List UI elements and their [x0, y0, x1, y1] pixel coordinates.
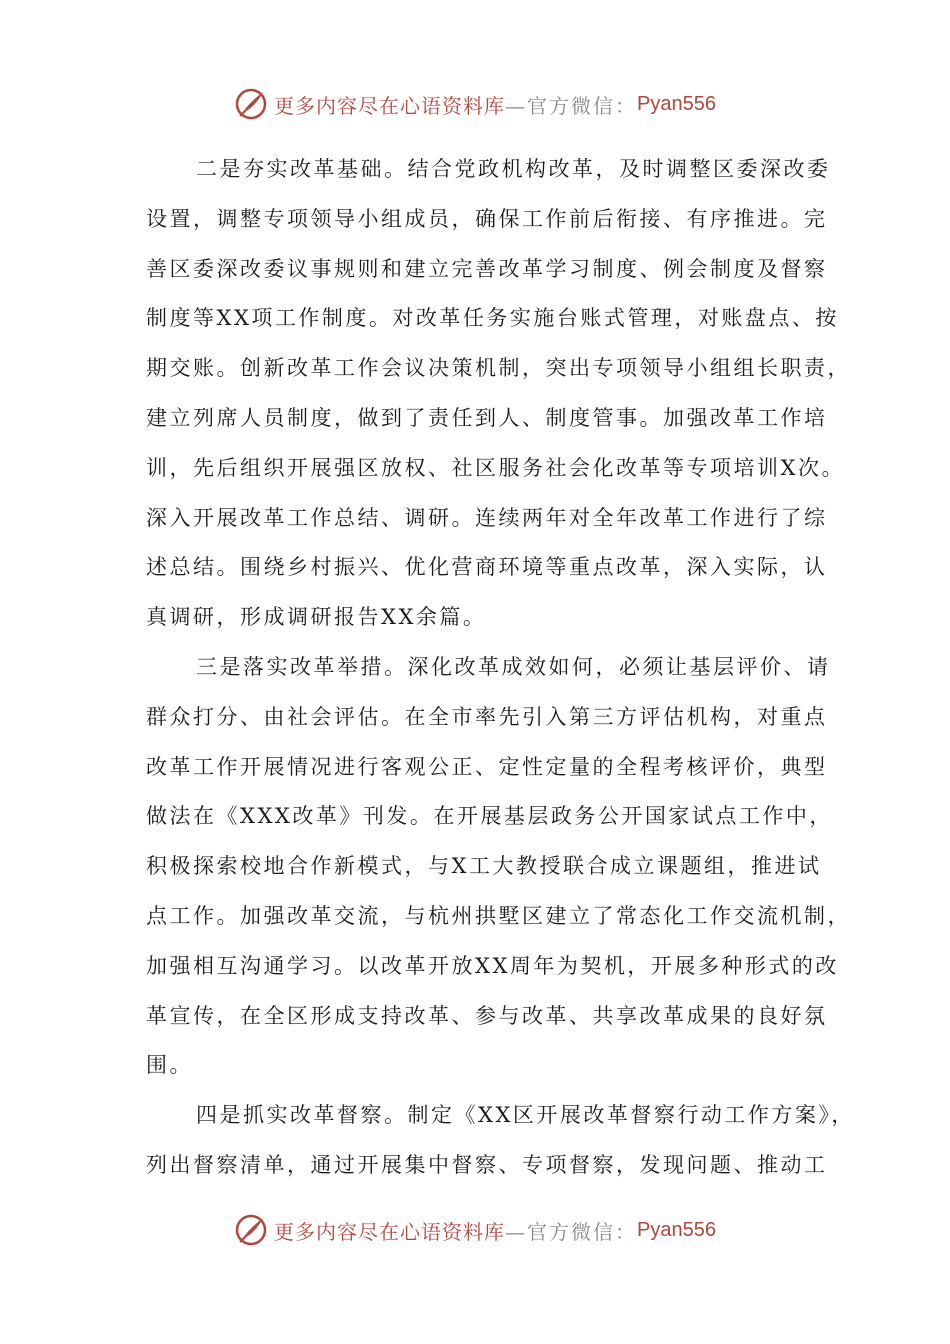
text-line: 点工作。加强改革交流，与杭州拱墅区建立了常态化工作交流机制，: [146, 903, 851, 928]
quill-logo-icon: [234, 87, 268, 121]
text-line: 建立列席人员制度，做到了责任到人、制度管事。加强改革工作培: [146, 405, 828, 430]
quill-logo-icon: [234, 1213, 268, 1247]
text-line: 革宣传，在全区形成支持改革、参与改革、共享改革成果的良好氛: [146, 1003, 828, 1028]
text-line: 列出督察清单，通过开展集中督察、专项督察，发现问题、推动工: [146, 1152, 828, 1177]
footer-official-label: —官方微信：: [505, 1219, 638, 1244]
footer-wechat-id: Pyan556: [637, 1218, 716, 1241]
text-line: 制度等XX项工作制度。对改革任务实施台账式管理，对账盘点、按: [146, 306, 839, 331]
text-line: 设置，调整专项领导小组成员，确保工作前后衔接、有序推进。完: [146, 206, 828, 231]
header-brand-text: 更多内容尽在心语资料库: [274, 93, 506, 118]
text-line: 述总结。围绕乡村振兴、优化营商环境等重点改革，深入实际，认: [146, 555, 828, 580]
text-line: 深入开展改革工作总结、调研。连续两年对全年改革工作进行了综: [146, 505, 828, 530]
text-line: 围。: [146, 1053, 193, 1078]
footer-brand-text: 更多内容尽在心语资料库: [274, 1219, 506, 1244]
text-line: 改革工作开展情况进行客观公正、定性定量的全程考核评价，典型: [146, 754, 828, 779]
text-line: 三是落实改革举措。深化改革成效如何，必须让基层评价、请: [196, 654, 831, 679]
text-line: 加强相互沟通学习。以改革开放XX周年为契机，开展多种形式的改: [146, 953, 839, 978]
text-line: 做法在《XXX改革》刊发。在开展基层政务公开国家试点工作中，: [146, 804, 833, 829]
header-banner: [0, 84, 950, 124]
text-line: 期交账。创新改革工作会议决策机制，突出专项领导小组组长职责，: [146, 356, 851, 381]
text-line: 四是抓实改革督察。制定《XX区开展改革督察行动工作方案》，: [196, 1103, 855, 1128]
text-line: 积极探索校地合作新模式，与X工大教授联合成立课题组，推进试: [146, 854, 822, 879]
text-line: 训，先后组织开展强区放权、社区服务社会化改革等专项培训X次。: [146, 455, 845, 480]
footer-banner: [0, 1210, 950, 1250]
text-line: 善区委深改委议事规则和建立完善改革学习制度、例会制度及督察: [146, 256, 828, 281]
text-line: 二是夯实改革基础。结合党政机构改革，及时调整区委深改委: [196, 157, 831, 181]
header-wechat-id: Pyan556: [637, 92, 716, 115]
document-body: [146, 145, 855, 1191]
header-official-label: —官方微信：: [505, 93, 638, 118]
text-line: 群众打分、由社会评估。在全市率先引入第三方评估机构，对重点: [146, 704, 828, 729]
text-line: 真调研，形成调研报告XX余篇。: [146, 605, 487, 630]
